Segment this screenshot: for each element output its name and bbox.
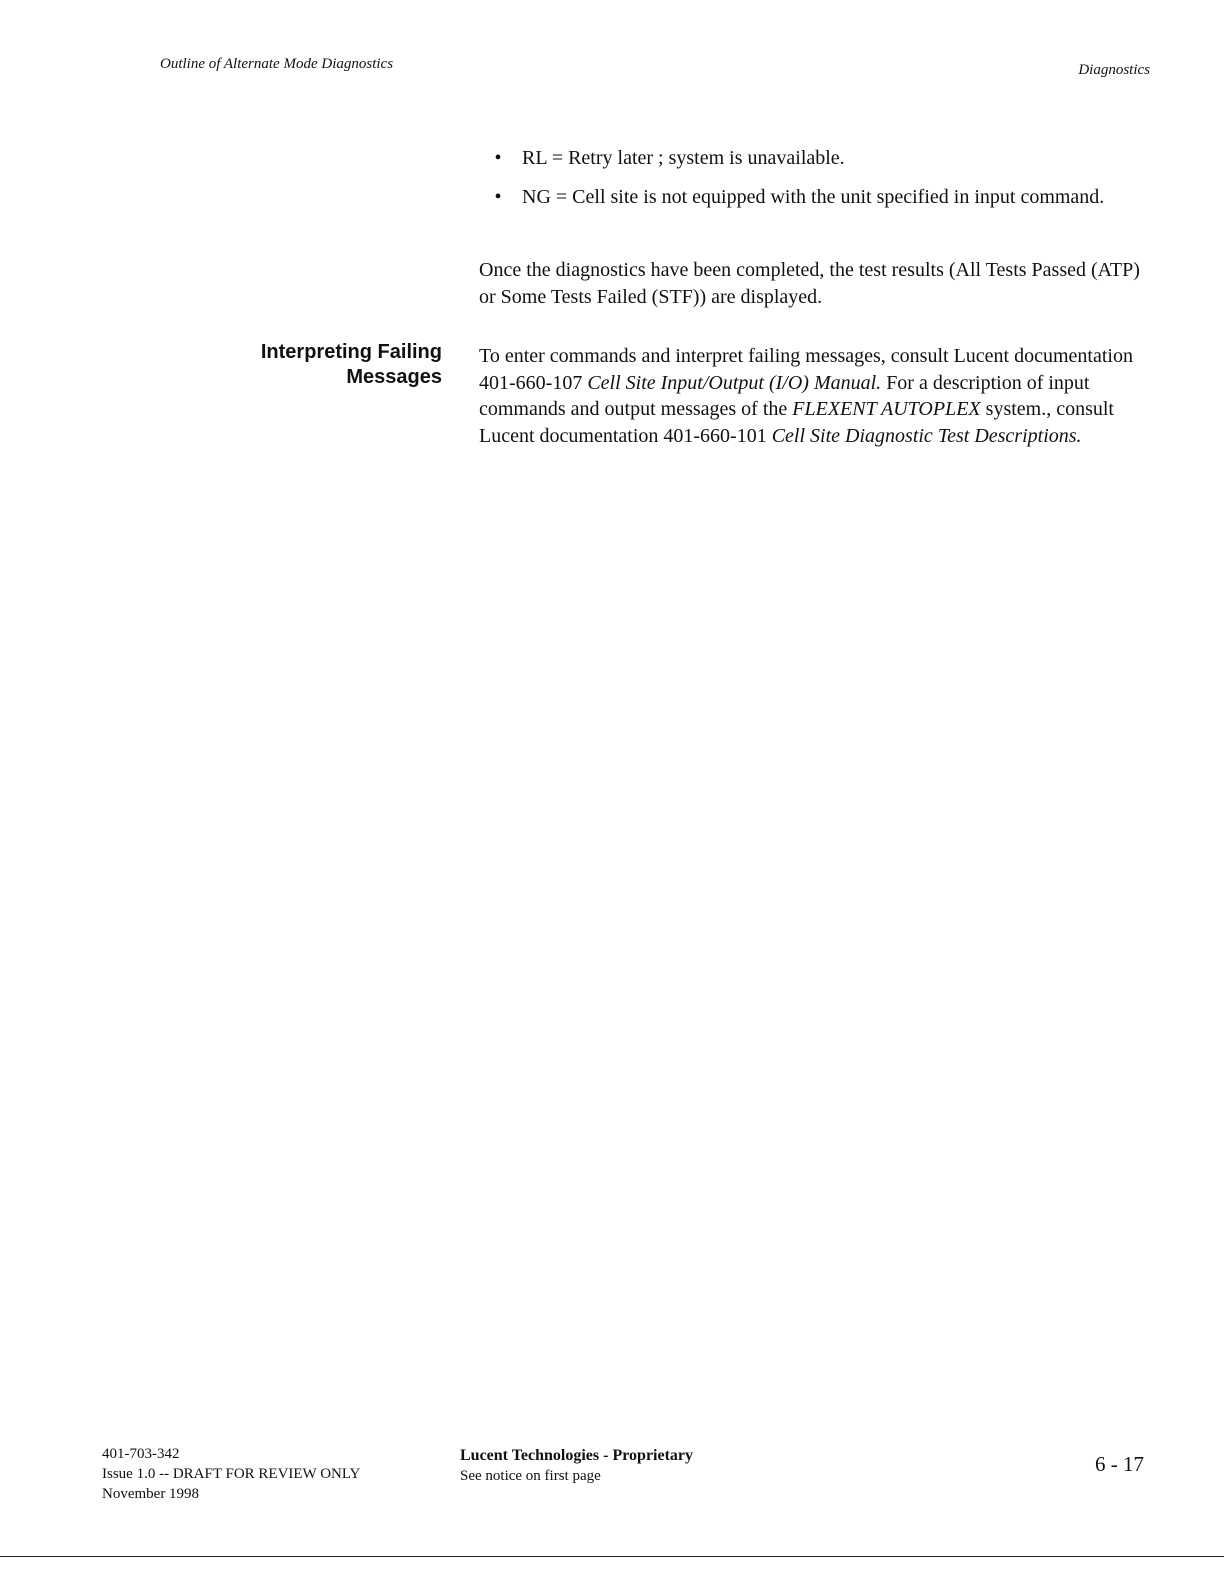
bullet-list (488, 145, 1148, 222)
notice-line: See notice on first page (460, 1468, 601, 1484)
company-notice: Lucent Technologies - Proprietary (460, 1447, 694, 1464)
bullet-icon: • (494, 147, 502, 169)
product-name: FLEXENT AUTOPLEX (792, 398, 981, 420)
paragraph-text: To enter commands and interpret failing messages, consult Lucent documentation 401-660-107 (479, 345, 1133, 394)
list-item-text: NG = Cell site is not equipped with the unit specified in input command. (522, 185, 1105, 208)
section-heading-line1: Interpreting Failing (260, 341, 442, 363)
bullet-icon: • (494, 185, 502, 208)
list-item-text: RL = Retry later ; system is unavailable. (522, 147, 845, 169)
running-header-left: Outline of Alternate Mode Diagnostics (160, 56, 394, 72)
list-item (488, 184, 1148, 211)
section-paragraph (479, 343, 1151, 449)
list-item (488, 145, 1148, 172)
footer-divider (0, 1556, 1224, 1557)
doc-number: 401-703-342 (102, 1446, 180, 1462)
footer-proprietary (460, 1446, 693, 1486)
issue-line: Issue 1.0 -- DRAFT FOR REVIEW ONLY (102, 1466, 361, 1482)
manual-title: Cell Site Diagnostic Test Descriptions. (771, 424, 1082, 447)
results-paragraph: Once the diagnostics have been completed, the test results (All Tests Passed (ATP) or Some Tests Failed (STF)) are displayed. (479, 259, 1140, 308)
paragraph-text: system., consult Lucent documentation 401-660-101 (479, 398, 1114, 447)
section-heading-line2: Messages (346, 366, 442, 388)
issue-date: November 1998 (102, 1486, 200, 1502)
paragraph-text: For a description of input commands and output messages of the (479, 371, 1090, 420)
running-header-right: Diagnostics (1078, 62, 1150, 78)
manual-title: Cell Site Input/Output (I/O) Manual. (587, 371, 882, 394)
page-number: 6 - 17 (1095, 1452, 1144, 1476)
footer-doc-info (102, 1444, 360, 1504)
section-heading (210, 340, 442, 390)
